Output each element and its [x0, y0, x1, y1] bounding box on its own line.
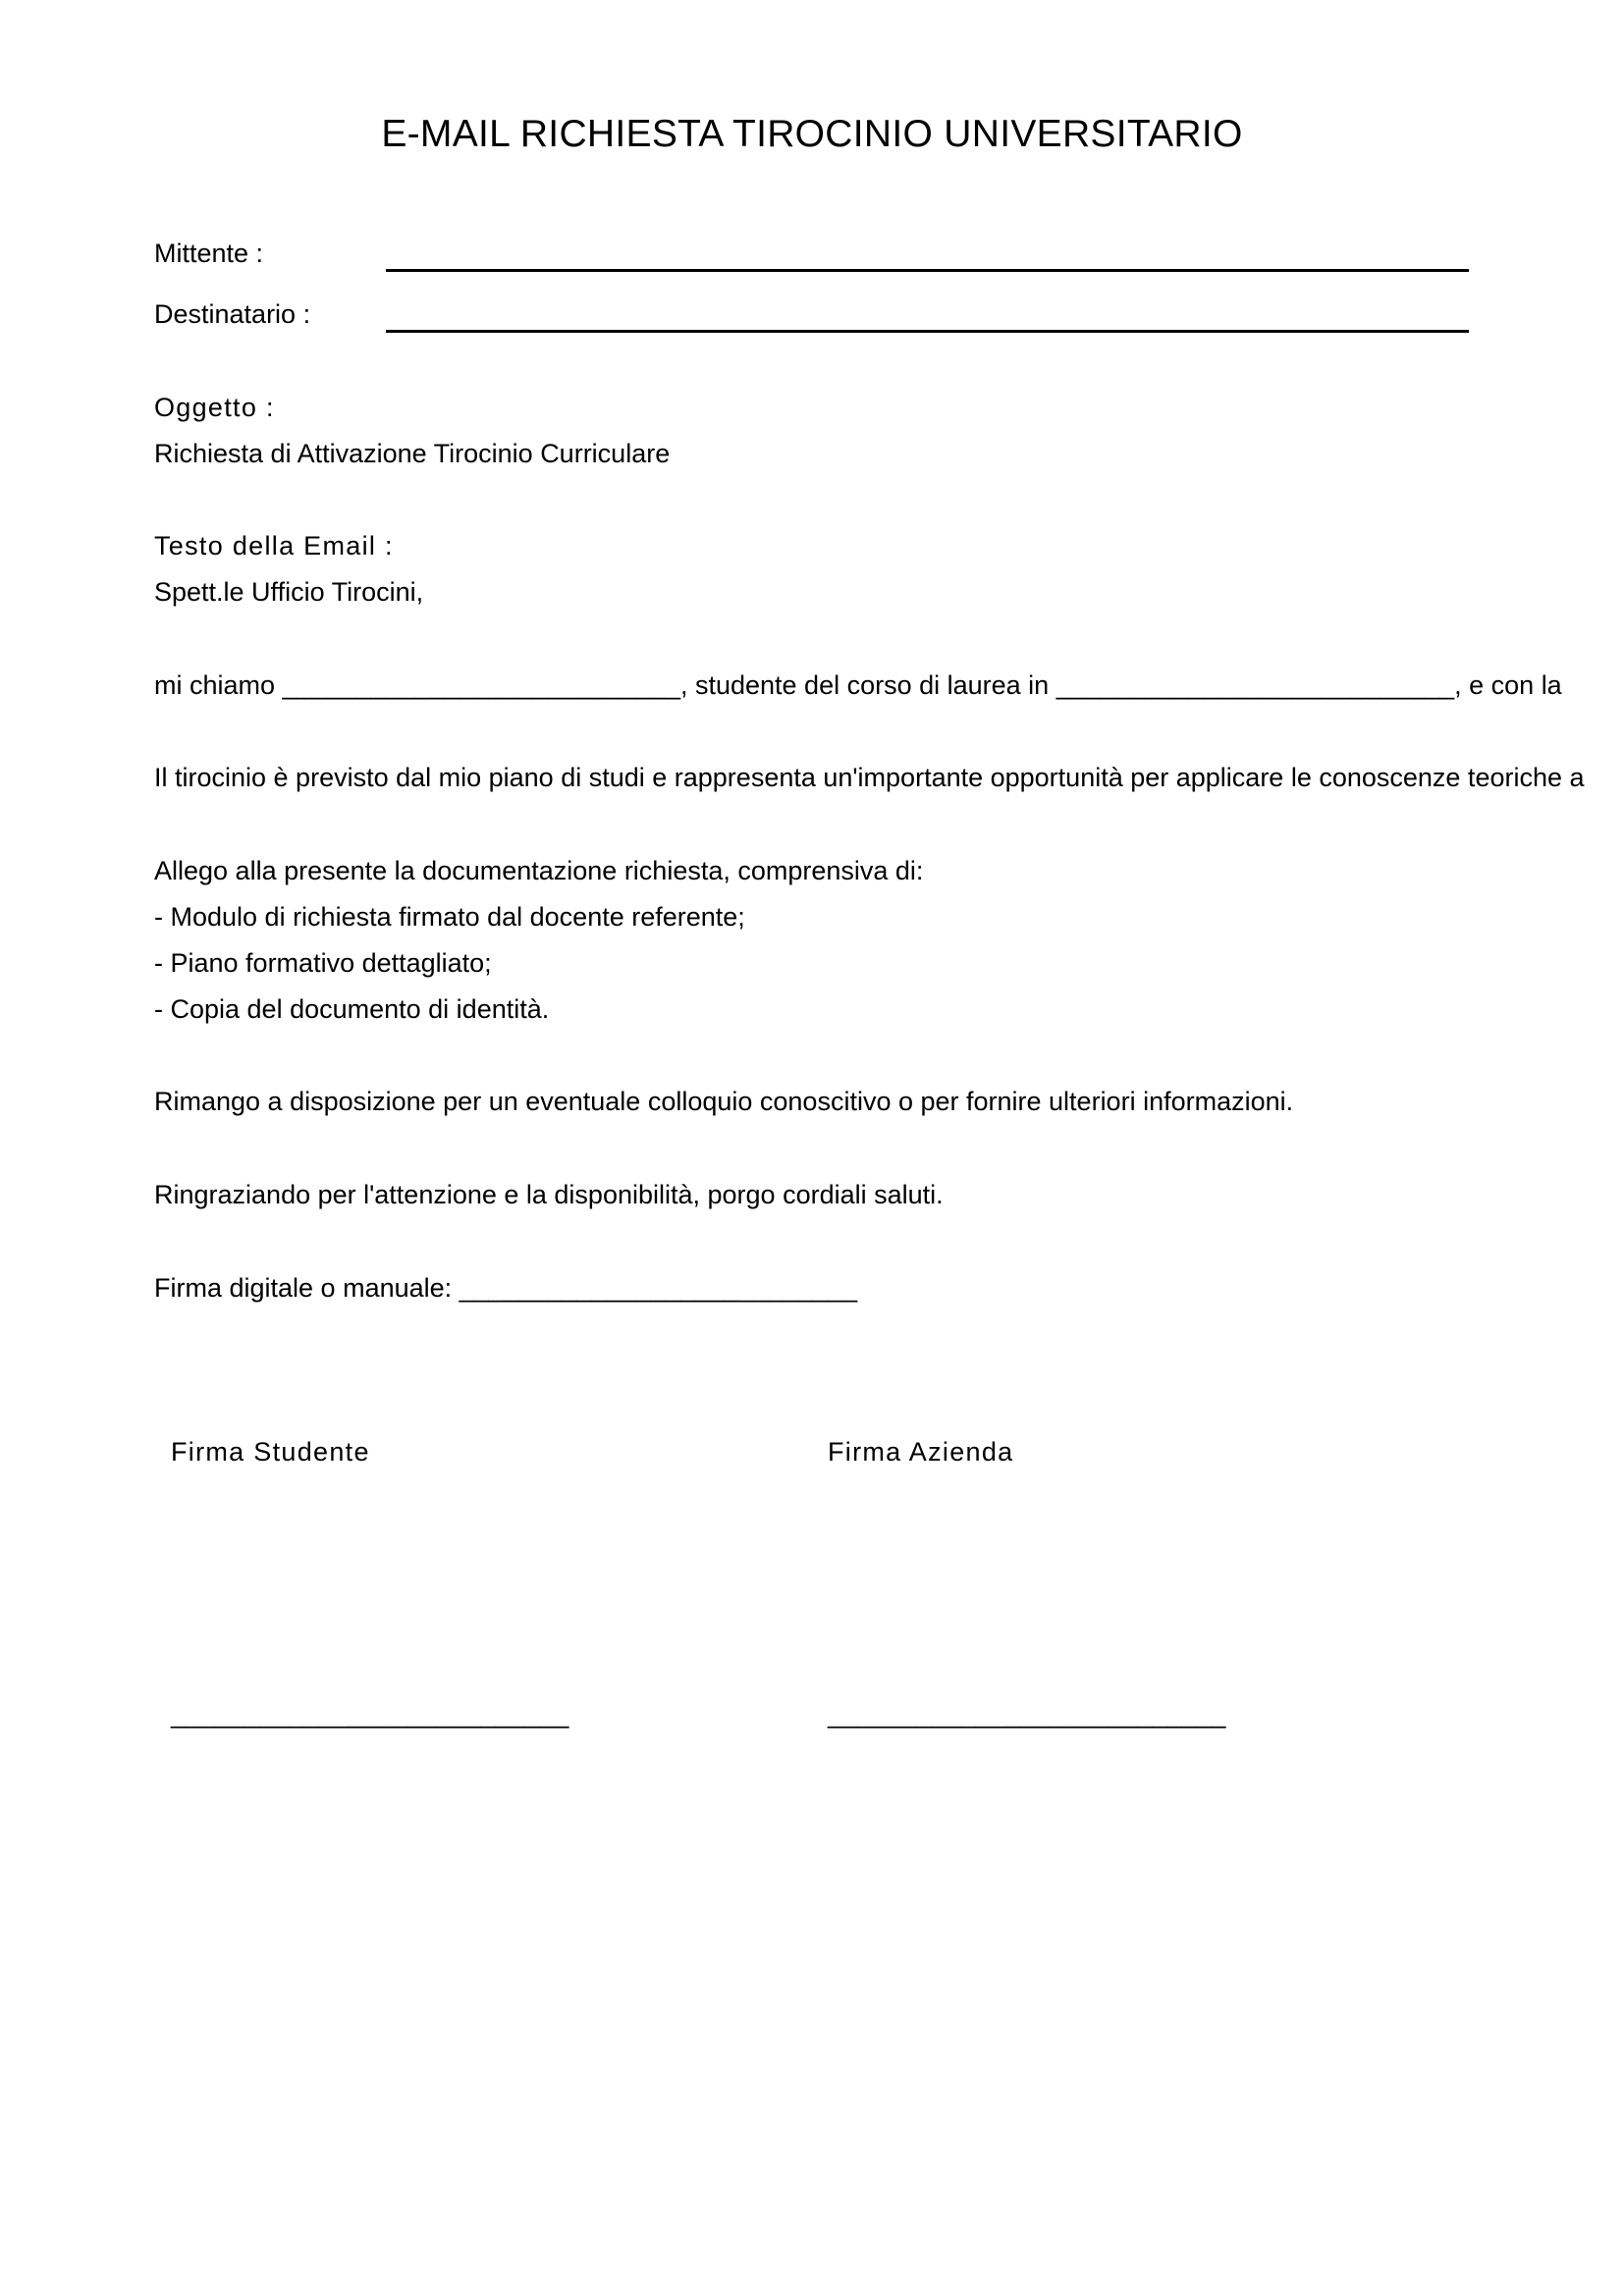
- signature-line: Firma digitale o manuale: ___________________________: [154, 1273, 858, 1303]
- subject-label: Oggetto :: [154, 393, 275, 422]
- attachment-item: - Piano formativo dettagliato;: [154, 948, 492, 978]
- student-signature-line[interactable]: ___________________________: [171, 1699, 569, 1729]
- availability-line: Rimango a disposizione per un eventuale colloquio conoscitivo o per fornire ulteriori informazioni.: [154, 1087, 1294, 1116]
- sender-label: Mittente :: [154, 239, 264, 268]
- student-signature-label: Firma Studente: [171, 1437, 370, 1467]
- recipient-field-line[interactable]: [386, 330, 1469, 333]
- attachment-item: - Modulo di richiesta firmato dal docente referente;: [154, 902, 745, 932]
- company-signature-label: Firma Azienda: [828, 1437, 1014, 1467]
- recipient-label: Destinatario :: [154, 299, 311, 329]
- attachment-item: - Copia del documento di identità.: [154, 994, 550, 1024]
- attachments-intro: Allego alla presente la documentazione richiesta, comprensiva di:: [154, 856, 924, 885]
- company-signature-line[interactable]: ___________________________: [828, 1699, 1226, 1729]
- document-title: E-MAIL RICHIESTA TIROCINIO UNIVERSITARIO: [381, 113, 1243, 155]
- closing-line: Ringraziando per l'attenzione e la disponibilità, porgo cordiali saluti.: [154, 1180, 944, 1209]
- subject-value: Richiesta di Attivazione Tirocinio Curriculare: [154, 439, 671, 468]
- email-purpose-line: Il tirocinio è previsto dal mio piano di studi e rappresenta un'importante opportunità per applicare le conoscenze teoriche a: [154, 763, 1585, 792]
- email-intro-line: mi chiamo ___________________________, studente del corso di laurea in ___________________________, e con la: [154, 670, 1562, 700]
- email-greeting: Spett.le Ufficio Tirocini,: [154, 577, 424, 607]
- sender-field-line[interactable]: [386, 269, 1469, 272]
- email-body-label: Testo della Email :: [154, 531, 394, 561]
